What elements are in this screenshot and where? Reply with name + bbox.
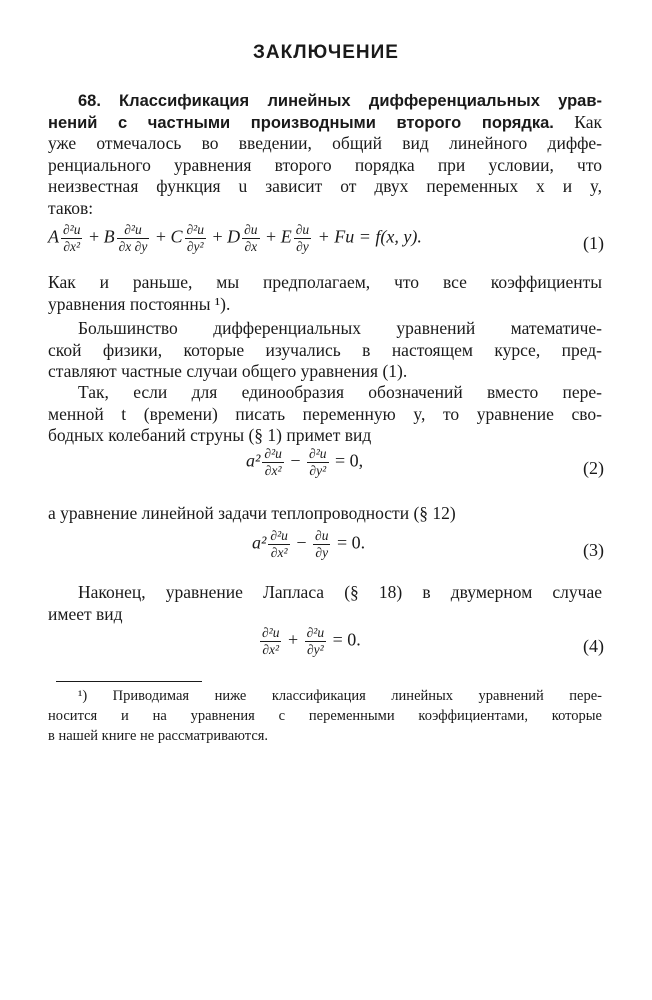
section-heading-line1: 68. Классификация линейных дифференциальных урав- <box>78 92 603 110</box>
equation-1: A $\frac{\text{∂²u}}{\text{∂x²}}$ + B $\frac{\text{∂²u}}{\partial x \partial y}$ + C $\frac{\text{∂²u}}{\text{∂y²}}$ + D $\frac{\partial u}{\partial x}$ + E $\frac{\partial u}{\partial y}$ + Fu = f(x, y). <box>48 222 422 254</box>
text-line: неизвестная функция u зависит от двух переменных x и y, <box>48 176 602 196</box>
paragraph <box>48 318 602 383</box>
section-heading-line2: нений с частными производными второго порядка. Как <box>48 111 602 132</box>
text-line: уже отмечалось во введении, общий вид линейного диффе- <box>48 133 602 153</box>
equation-number-3: (3) <box>583 540 604 560</box>
text-line: уравнения постоянны ¹). <box>48 293 231 314</box>
equation-3: a² $\frac{\text{∂²u}}{\text{∂x²}}$ − $\frac{\partial u}{\partial y}$ = 0. <box>252 528 366 560</box>
text-line: ¹) Приводимая ниже классификация линейных уравнений пере- <box>78 688 602 704</box>
text-line: Наконец, уравнение Лапласа (§ 18) в двумерном случае <box>78 582 602 602</box>
text-line: Как и раньше, мы предполагаем, что все коэффициенты <box>48 272 602 292</box>
paragraph <box>48 382 602 447</box>
equation-4: $\frac{\text{∂²u}}{\text{∂x²}}$ + $\frac{\text{∂²u}}{\text{∂y²}}$ = 0. <box>262 625 361 657</box>
text-line: ренциального уравнения второго порядка при условии, что <box>48 154 602 175</box>
footnote-divider <box>56 681 202 682</box>
text-line: Так, если для единообразия обозначений вместо пере- <box>78 382 602 402</box>
text-line: Большинство дифференциальных уравнений математиче- <box>78 318 602 338</box>
text-line: а уравнение линейной задачи теплопроводности (§ 12) <box>48 503 456 523</box>
equation-number-2: (2) <box>583 458 604 478</box>
paragraph <box>48 272 602 315</box>
paragraph <box>48 503 602 525</box>
equation-number-4: (4) <box>583 636 604 656</box>
text-line: бодных колебаний струны (§ 1) примет вид <box>48 425 372 445</box>
text-line: менной t (времени) писать переменную y, то уравнение сво- <box>48 403 602 424</box>
text-line: имеет вид <box>48 603 123 624</box>
text-line: в нашей книге не рассматриваются. <box>48 728 269 744</box>
text-line: таков: <box>48 197 94 218</box>
text-line: ской физики, которые изучались в настоящем курсе, пред- <box>48 339 602 360</box>
chapter-title: ЗАКЛЮЧЕНИЕ <box>253 42 399 63</box>
text-line: носится и на уравнения с переменными коэффициентами, которые <box>48 708 602 724</box>
paragraph <box>48 582 602 625</box>
section-68 <box>48 90 602 219</box>
equation-2: a² $\frac{\text{∂²u}}{\text{∂x²}}$ − $\frac{\text{∂²u}}{\text{∂y²}}$ = 0, <box>246 446 364 478</box>
text-line: ставляют частные случаи общего уравнения (1). <box>48 361 408 381</box>
footnote <box>48 686 602 746</box>
equation-number-1: (1) <box>583 233 604 253</box>
